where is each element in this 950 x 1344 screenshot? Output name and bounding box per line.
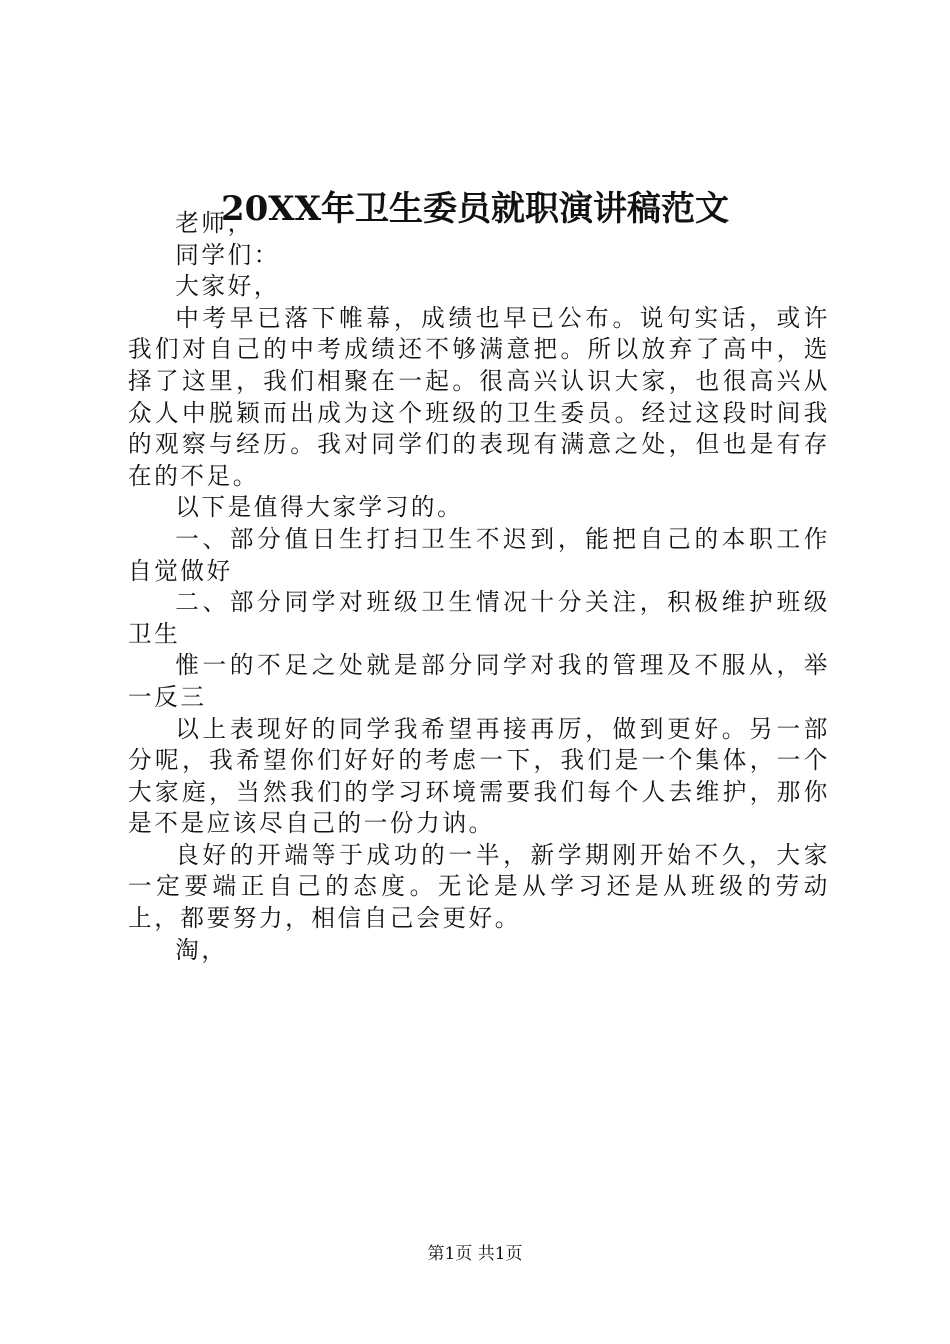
page-footer: 第1页 共1页 xyxy=(427,1244,523,1264)
greeting: 大家好， xyxy=(175,272,280,301)
paragraph-point-one: 一、部分值日生打扫卫生不迟到，能把自己的本职工作自觉做好 xyxy=(128,524,830,585)
paragraph-shortcoming: 惟一的不足之处就是部分同学对我的管理及不服从，举一反三 xyxy=(128,651,830,711)
paragraph-closing: 良好的开端等于成功的一半，新学期刚开始不久，大家一定要端正自己的态度。无论是从学习还是从班级的劳动上，都要努力，相信自己会更好。 xyxy=(128,840,830,933)
paragraph-intro: 中考早已落下帷幕，成绩也早已公布。说句实话，或许我们对自己的中考成绩还不够满意把。所以放弃了高中，选择了这里，我们相聚在一起。很高兴认识大家，也很高兴从众人中脱颖而出成为这个班级的卫生委员。经过这段时间我的观察与经历。我对同学们的表现有满意之处，但也是有存在的不足。 xyxy=(128,303,830,490)
paragraph-point-two: 二、部分同学对班级卫生情况十分关注，积极维护班级卫生 xyxy=(128,588,830,648)
paragraph-hope: 以上表现好的同学我希望再接再厉，做到更好。另一部分呢，我希望你们好好的考虑一下，我们是一个集体，一个大家庭，当然我们的学习环境需要我们每个人去维护，那你是不是应该尽自己的一份力讷。 xyxy=(128,714,830,838)
salutation-classmates: 同学们： xyxy=(175,240,280,269)
document-title: 20XX年卫生委员就职演讲稿范文 xyxy=(220,189,730,229)
paragraph-end: 淘， xyxy=(175,935,228,964)
salutation-teachers: 老师， xyxy=(175,209,254,237)
document-body xyxy=(128,208,830,966)
paragraph-lead-in: 以下是值得大家学习的。 xyxy=(175,493,464,522)
